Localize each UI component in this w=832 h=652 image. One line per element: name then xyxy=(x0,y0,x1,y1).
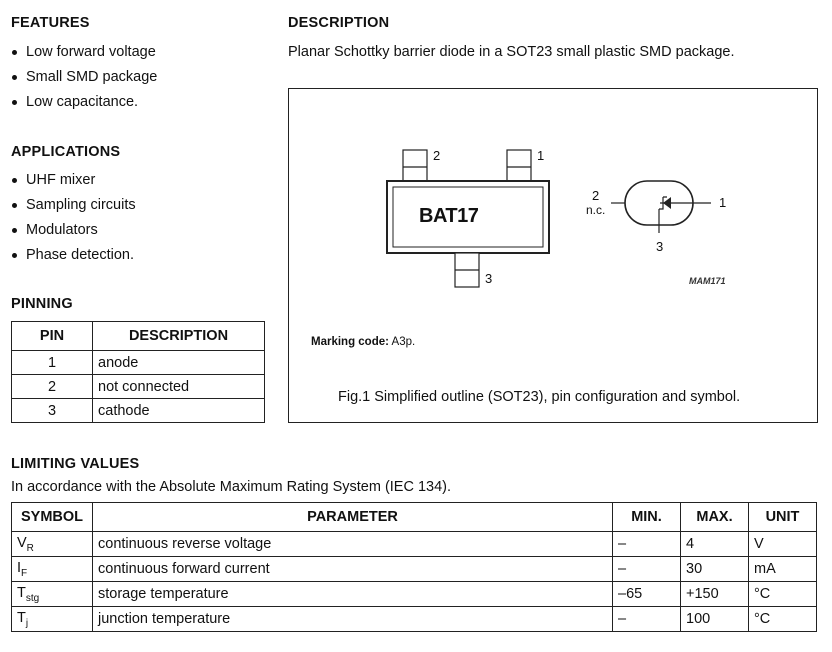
symbol-text: T xyxy=(17,609,26,626)
applications-heading: APPLICATIONS xyxy=(11,144,121,160)
table-header-row xyxy=(12,503,817,532)
pin-number: 3 xyxy=(12,399,93,423)
pinning-table xyxy=(11,321,265,423)
unit-cell: °C xyxy=(749,607,817,632)
list-item: Low capacitance. xyxy=(11,90,157,115)
marking-code-label: Marking code: xyxy=(311,336,389,348)
pin-col-header: PIN xyxy=(12,322,93,351)
limiting-values-table xyxy=(11,502,817,632)
symbol-subscript: F xyxy=(21,567,28,579)
pin3-label: 3 xyxy=(485,271,493,286)
applications-list xyxy=(11,168,136,268)
symbol-text: V xyxy=(17,534,27,551)
description-heading: DESCRIPTION xyxy=(288,15,390,31)
unit-cell: mA xyxy=(749,557,817,582)
table-row xyxy=(12,399,265,423)
table-row xyxy=(12,375,265,399)
symbol-subscript: R xyxy=(26,542,34,554)
limiting-values-subtitle: In accordance with the Absolute Maximum Rating System (IEC 134). xyxy=(11,479,452,495)
parameter-cell: continuous reverse voltage xyxy=(93,532,613,557)
list-item: Phase detection. xyxy=(11,243,136,268)
list-item: Sampling circuits xyxy=(11,193,136,218)
pin-number: 2 xyxy=(12,375,93,399)
symbol-pin1-label: 1 xyxy=(719,195,727,210)
marking-code xyxy=(311,336,415,348)
desc-col-header: DESCRIPTION xyxy=(93,322,265,351)
pin-description: anode xyxy=(93,351,265,375)
max-cell: 100 xyxy=(681,607,749,632)
features-heading: FEATURES xyxy=(11,15,90,31)
max-col-header: MAX. xyxy=(681,503,749,532)
symbol-pin3-label: 3 xyxy=(656,239,664,254)
min-cell: – xyxy=(613,532,681,557)
figure-box xyxy=(288,88,818,423)
figure-caption: Fig.1 Simplified outline (SOT23), pin configuration and symbol. xyxy=(338,389,741,405)
pin1-label: 1 xyxy=(537,148,545,163)
marking-code-value: A3p. xyxy=(391,336,416,348)
symbol-col-header: SYMBOL xyxy=(12,503,93,532)
table-row xyxy=(12,607,817,632)
unit-col-header: UNIT xyxy=(749,503,817,532)
parameter-cell: continuous forward current xyxy=(93,557,613,582)
min-cell: –65 xyxy=(613,582,681,607)
unit-cell: V xyxy=(749,532,817,557)
pin-number: 1 xyxy=(12,351,93,375)
unit-cell: °C xyxy=(749,582,817,607)
symbol-cell xyxy=(12,532,93,557)
symbol-text: T xyxy=(17,584,26,601)
table-row xyxy=(12,557,817,582)
symbol-cell xyxy=(12,582,93,607)
table-row xyxy=(12,532,817,557)
max-cell: 30 xyxy=(681,557,749,582)
symbol-subscript: stg xyxy=(25,592,40,604)
table-row xyxy=(12,351,265,375)
max-cell: 4 xyxy=(681,532,749,557)
table-row xyxy=(12,582,817,607)
min-col-header: MIN. xyxy=(613,503,681,532)
table-header-row xyxy=(12,322,265,351)
parameter-col-header: PARAMETER xyxy=(93,503,613,532)
pin-description: not connected xyxy=(93,375,265,399)
package-outline-drawing xyxy=(289,89,817,422)
list-item: Small SMD package xyxy=(11,65,157,90)
max-cell: +150 xyxy=(681,582,749,607)
symbol-cell xyxy=(12,557,93,582)
package-marking-label: BAT17 xyxy=(419,205,479,227)
description-text: Planar Schottky barrier diode in a SOT23 small plastic SMD package. xyxy=(288,44,735,60)
features-list xyxy=(11,40,157,115)
pinning-heading: PINNING xyxy=(11,296,73,312)
min-cell: – xyxy=(613,607,681,632)
limiting-values-heading: LIMITING VALUES xyxy=(11,456,140,472)
pin2-label: 2 xyxy=(433,148,441,163)
pin-description: cathode xyxy=(93,399,265,423)
symbol-cell xyxy=(12,607,93,632)
list-item: Low forward voltage xyxy=(11,40,157,65)
min-cell: – xyxy=(613,557,681,582)
symbol-pin2-label: 2 xyxy=(592,188,600,203)
symbol-text: I xyxy=(17,559,22,576)
list-item: UHF mixer xyxy=(11,168,136,193)
list-item: Modulators xyxy=(11,218,136,243)
symbol-nc-label: n.c. xyxy=(586,203,606,217)
symbol-subscript: j xyxy=(25,617,29,629)
parameter-cell: storage temperature xyxy=(93,582,613,607)
parameter-cell: junction temperature xyxy=(93,607,613,632)
figure-ref-code: MAM171 xyxy=(689,276,726,286)
